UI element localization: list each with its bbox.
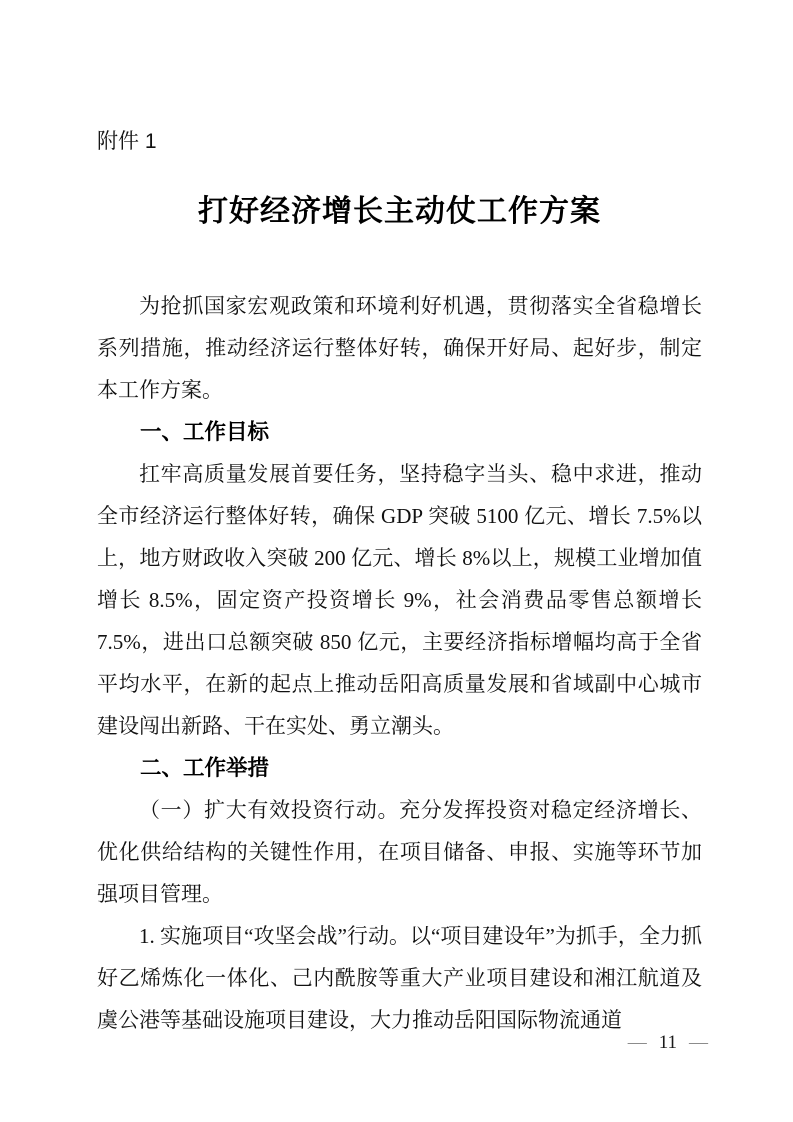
item-1-text: 以“项目建设年”为抓手，全力抓好乙烯炼化一体化、己内酰胺等重大产业项目建设和湘江航道及虞公港等基础设施项目建设，大力推动岳阳国际物流通道	[97, 924, 702, 1032]
item-1-lead: 1. 实施项目“攻坚会战”行动。	[139, 924, 410, 948]
section-1-heading: 一、工作目标	[140, 420, 270, 444]
section-2-heading: 二、工作举措	[140, 756, 270, 780]
section-1-paragraph: 扛牢高质量发展首要任务，坚持稳字当头、稳中求进，推动全市经济运行整体好转，确保 GDP 突破 5100 亿元、增长 7.5%以上，地方财政收入突破 200 亿元、增长 8%以上，规模工业增加值增长 8.5%，固定资产投资增长 9%，社会消费品零售总额增长 7.5%，进出口总额突破 850 亿元，主要经济指标增幅均高于全省平均水平，在新的起点上推动岳阳高质量发展和省域副中心城市建设闯出新路、干在实处、勇立潮头。	[97, 462, 702, 738]
intro-paragraph: 为抢抓国家宏观政策和环境利好机遇，贯彻落实全省稳增长系列措施，推动经济运行整体好转，确保开好局、起好步，制定本工作方案。	[97, 294, 702, 402]
subsection-1-paragraph	[97, 789, 702, 915]
page-number-dash-left: —	[627, 1032, 647, 1053]
item-1-paragraph	[97, 915, 702, 1041]
subsection-1-text: 充分发挥投资对稳定经济增长、优化供给结构的关键性作用，在项目储备、申报、实施等环节加强项目管理。	[97, 798, 703, 906]
page-number-value: 11	[658, 1032, 677, 1053]
subsection-1-lead: （一）扩大有效投资行动。	[139, 798, 400, 822]
document-title: 打好经济增长主动仗工作方案	[198, 195, 601, 228]
page-number	[628, 1032, 708, 1054]
page-number-dash-right: —	[689, 1032, 708, 1053]
attachment-label: 附件 1	[97, 130, 157, 153]
